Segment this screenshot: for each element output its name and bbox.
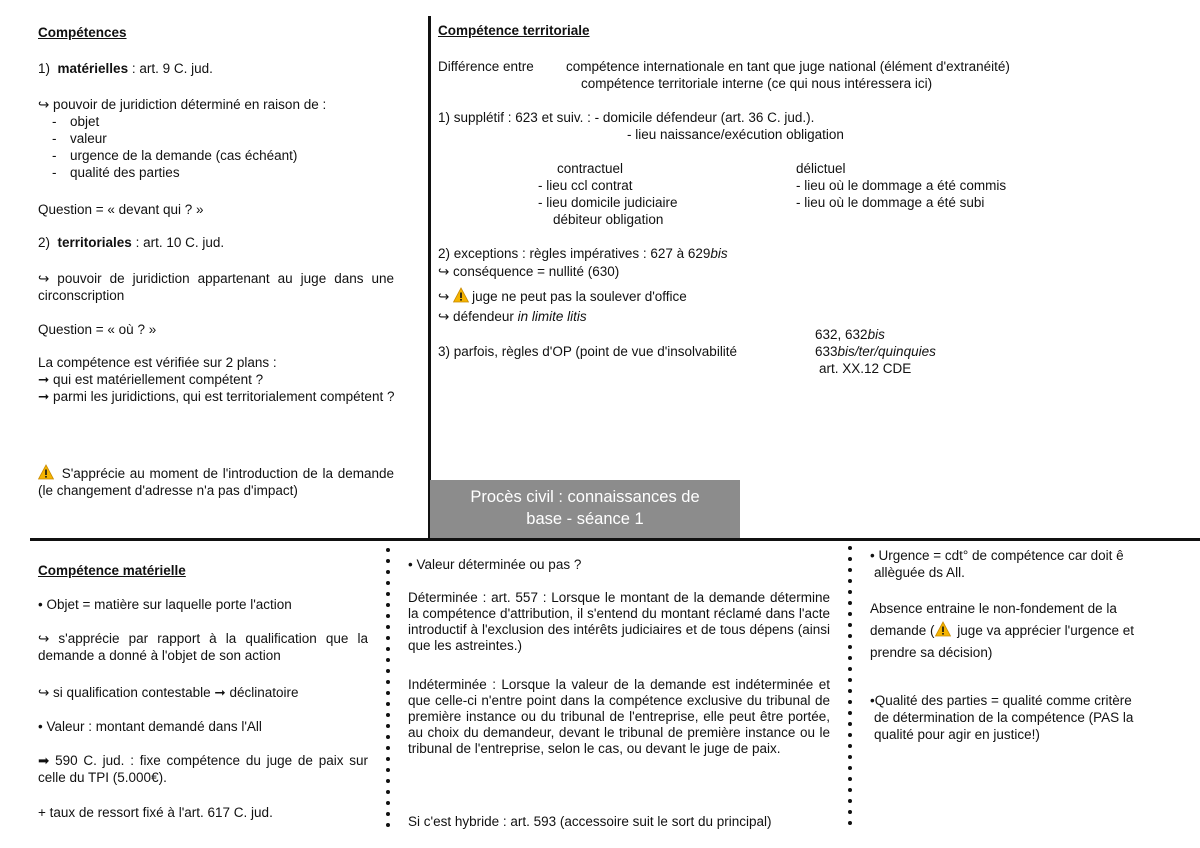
- criteria-list: [52, 113, 297, 181]
- valeur-question: • Valeur déterminée ou pas ?: [408, 557, 582, 572]
- defendeur-line: [438, 308, 587, 325]
- valeur-bullet: • Valeur : montant demandé dans l'All: [38, 719, 262, 734]
- verification-1: ➞ qui est matériellement compétent ?: [38, 372, 264, 387]
- determinee-paragraph: Déterminée : art. 557 : Lorsque le montant de la demande détermine la compétence d'attribution, il s'entend du montant réclamé dans l'acte introductif à l'exclusion des intérêts judiciaires et de tous dépens (ainsi que les astreintes.): [408, 590, 830, 653]
- exceptions-text: 2) exceptions : règles impératives : 627 à 629: [438, 246, 711, 261]
- session-title-line1: Procès civil : connaissances de: [470, 488, 700, 506]
- warning-icon: [38, 464, 54, 480]
- indeterminee-paragraph: Indéterminée : Lorsque la valeur de la demande est indéterminée et que celle-ci n'entre point dans la compétence exclusive du tribunal de première instance ou du tribunal de l'entreprise, elle peut être portée, au choix du demandeur, devant le tribunal de première instance ou le tribunal de l'entreprise, selon le cas, ou devant le juge de paix.: [408, 677, 830, 756]
- art590-note: ➡ 590 C. jud. : fixe compétence du juge de paix sur celle du TPI (5.000€).: [38, 753, 368, 785]
- defendeur-italic: in limite litis: [517, 309, 587, 324]
- item1-rest: : art. 9 C. jud.: [128, 61, 213, 76]
- question-ou: Question = « où ? »: [38, 322, 157, 337]
- exceptions-italic: bis: [710, 246, 728, 261]
- op-ref-2-text: 633: [815, 344, 838, 359]
- delictuel-2: - lieu où le dommage a été subi: [796, 195, 985, 210]
- absence-line3: prendre sa décision): [870, 645, 993, 660]
- session-title-box: [430, 480, 740, 538]
- urgence-line1: • Urgence = cdt° de compétence car doit ê: [870, 548, 1124, 563]
- dotted-divider-2: [848, 546, 852, 832]
- op-ref-1-text: 632, 632: [815, 327, 868, 342]
- op-ref-1: [815, 326, 885, 343]
- contractuel-3: débiteur obligation: [553, 212, 664, 227]
- urgence-block: [870, 547, 1124, 581]
- contractuel-2: - lieu domicile judiciaire: [538, 195, 678, 210]
- op-ref-1-italic: bis: [867, 327, 885, 342]
- item2-num: 2): [38, 235, 51, 250]
- office-arrow: ↪: [438, 289, 450, 304]
- moment-note-text: S'apprécie au moment de l'introduction de la demande (le changement d'adresse n'a pas d'impact): [38, 466, 394, 498]
- list-item: - urgence de la demande (cas échéant): [52, 148, 298, 163]
- absence-line2-post: juge va apprécier l'urgence et: [953, 623, 1134, 638]
- op-ref-2-italic: bis/ter/quinquies: [837, 344, 936, 359]
- op-line: 3) parfois, règles d'OP (point de vue d'insolvabilité: [438, 344, 738, 359]
- contractuel-heading: contractuel: [557, 161, 624, 176]
- territoriale-title: Compétence territoriale: [438, 23, 590, 38]
- urgence-line2: allèguée ds All.: [874, 565, 965, 580]
- item-materielles: [38, 60, 213, 77]
- op-ref-2: [815, 343, 936, 360]
- verification-block: [38, 354, 396, 405]
- absence-line2-pre: demande (: [870, 623, 935, 638]
- absence-line1: Absence entraine le non-fondement de la: [870, 601, 1117, 616]
- item-territoriales: [38, 234, 224, 251]
- session-title-line2: base - séance 1: [526, 510, 644, 528]
- verification-2: ➞ parmi les juridictions, qui est territorialement compétent ?: [38, 389, 395, 404]
- moment-note: [38, 464, 394, 499]
- dotted-divider-1: [386, 548, 390, 834]
- warning-icon: [453, 287, 469, 303]
- consequence-line: ↪ conséquence = nullité (630): [438, 264, 620, 279]
- qualite-line3: qualité pour agir en justice!): [874, 727, 1040, 742]
- qualite-line1: •Qualité des parties = qualité comme critère: [870, 693, 1132, 708]
- hybride-line: Si c'est hybride : art. 593 (accessoire suit le sort du principal): [408, 814, 772, 829]
- objet-bullet: • Objet = matière sur laquelle porte l'action: [38, 597, 292, 612]
- diff-1: compétence internationale en tant que juge national (élément d'extranéité): [566, 59, 1010, 74]
- materielle-title: Compétence matérielle: [38, 563, 186, 578]
- list-item: - objet: [52, 114, 100, 129]
- office-line: [438, 287, 687, 305]
- verification-intro: La compétence est vérifiée sur 2 plans :: [38, 355, 277, 370]
- exceptions-line: [438, 245, 728, 262]
- delictuel-1: - lieu où le dommage a été commis: [796, 178, 1007, 193]
- op-ref-3: art. XX.12 CDE: [819, 361, 912, 376]
- arrow-circonscription: ↪ pouvoir de juridiction appartenant au juge dans une circonscription: [38, 271, 394, 303]
- diff-2: compétence territoriale interne (ce qui nous intéressera ici): [581, 76, 933, 91]
- absence-line2: [870, 620, 1134, 642]
- suppletif-line1: 1) supplétif : 623 et suiv. : - domicile défendeur (art. 36 C. jud.).: [438, 110, 815, 125]
- item1-bold: matérielles: [57, 61, 129, 76]
- item2-bold: territoriales: [57, 235, 132, 250]
- item2-rest: : art. 10 C. jud.: [131, 235, 225, 250]
- qualification-note: ↪ s'apprécie par rapport à la qualification que la demande a donné à l'objet de son action: [38, 631, 368, 663]
- horizontal-divider: [30, 538, 1200, 541]
- list-item: - qualité des parties: [52, 165, 180, 180]
- defendeur-text: ↪ défendeur: [438, 309, 518, 324]
- declinatoire-note: ↪ si qualification contestable ➞ déclinatoire: [38, 685, 299, 700]
- taux-ressort-note: + taux de ressort fixé à l'art. 617 C. jud.: [38, 805, 273, 820]
- diff-label: Différence entre: [438, 59, 534, 74]
- question-devant-qui: Question = « devant qui ? »: [38, 202, 204, 217]
- list-item: - valeur: [52, 131, 107, 146]
- arrow-pouvoir: ↪ pouvoir de juridiction déterminé en raison de :: [38, 97, 327, 112]
- competences-title: Compétences: [38, 25, 127, 40]
- delictuel-heading: délictuel: [796, 161, 846, 176]
- contractuel-1: - lieu ccl contrat: [538, 178, 633, 193]
- office-text: juge ne peut pas la soulever d'office: [472, 289, 687, 304]
- warning-icon: [935, 621, 951, 637]
- item1-num: 1): [38, 61, 51, 76]
- top-vertical-divider: [428, 16, 431, 540]
- suppletif-line2: - lieu naissance/exécution obligation: [627, 127, 844, 142]
- qualite-line2: de détermination de la compétence (PAS la: [874, 710, 1134, 725]
- qualite-block: [870, 692, 1133, 743]
- absence-block: [870, 598, 1134, 664]
